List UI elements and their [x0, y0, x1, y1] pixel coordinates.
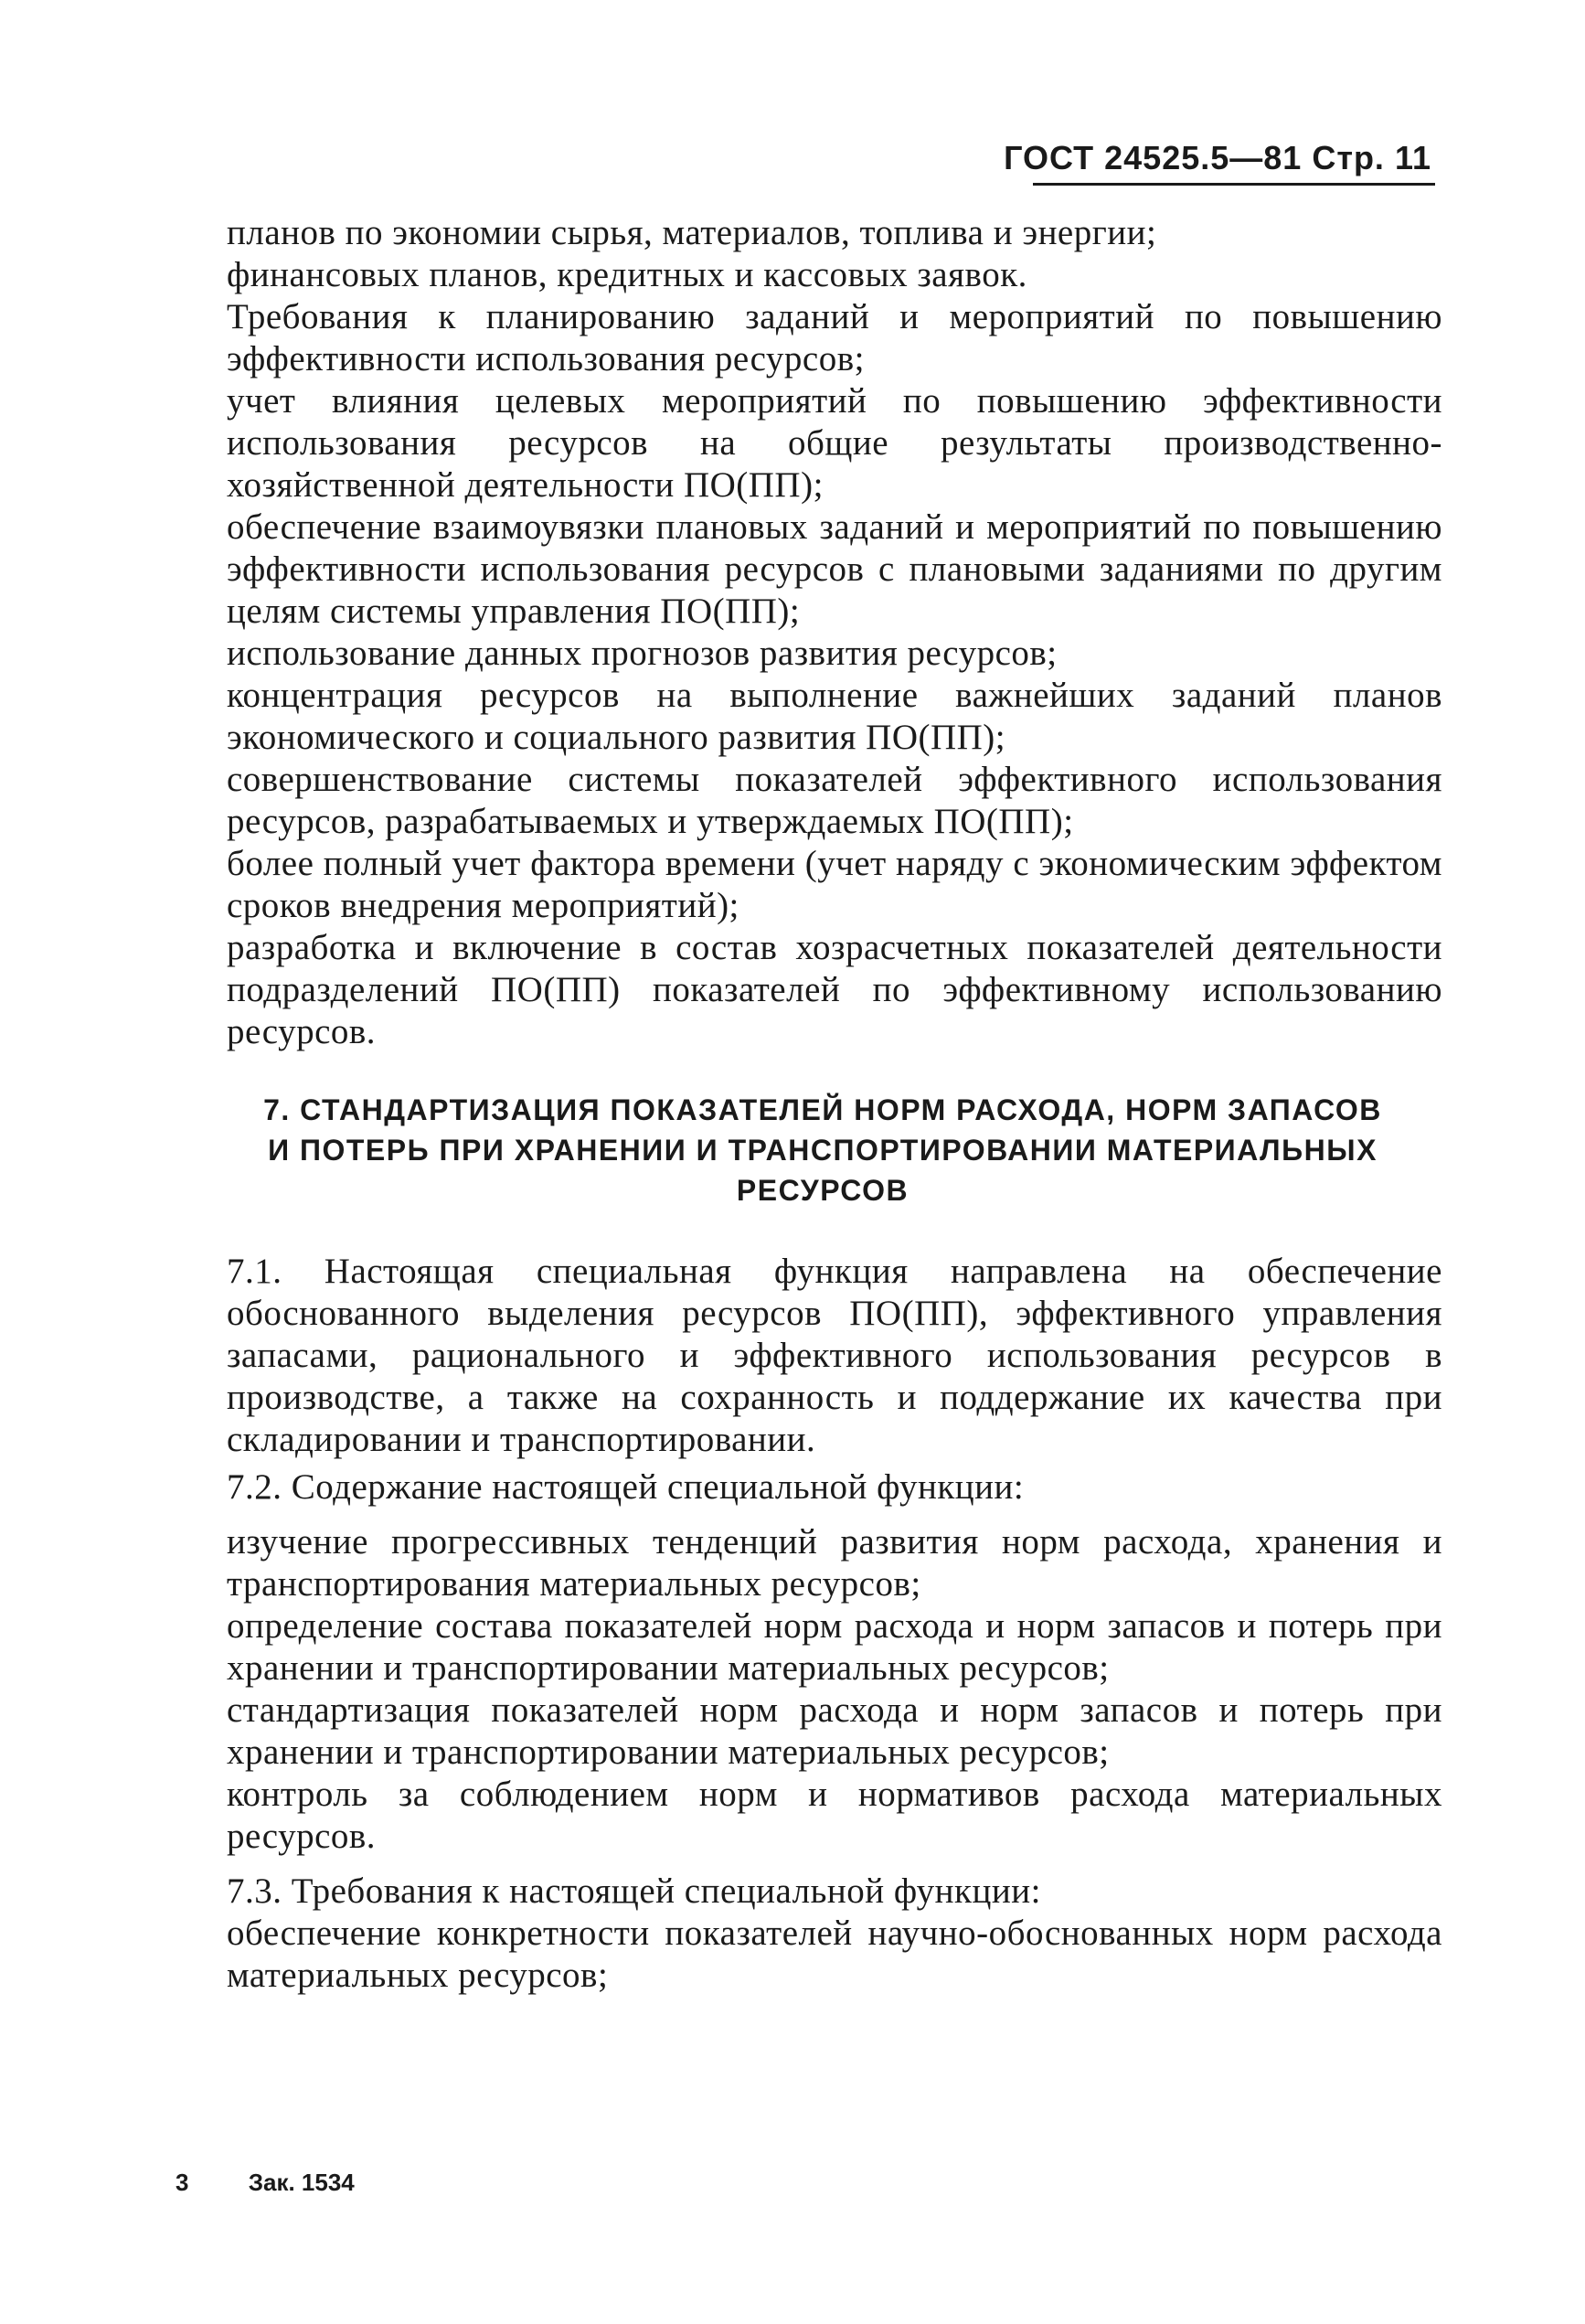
paragraph: планов по экономии сырья, материалов, топлива и энергии; [227, 213, 1157, 252]
section-heading [201, 1090, 1444, 1210]
paragraph: 7.1. Настоящая специальная функция направлена на обеспечение обоснованного выделения ресурсов ПО(ПП), эффективного управления запасами, рационального и эффективного использования ресурсов в производстве, а также на сохранность и поддержание их качества при складировании и транспортировании. [227, 1252, 1442, 1459]
paragraph: финансовых планов, кредитных и кассовых заявок. [227, 255, 1027, 294]
paragraph: стандартизация показателей норм расхода и норм запасов и потерь при хранении и транспортировании материальных ресурсов; [227, 1690, 1442, 1772]
paragraph: контроль за соблюдением норм и нормативов расхода материальных ресурсов. [227, 1775, 1442, 1856]
top-text-block [227, 212, 1442, 1053]
section-text-block [227, 1251, 1442, 1997]
paragraph: 7.2. Содержание настоящей специальной функции: [227, 1467, 1025, 1507]
paragraph: использование данных прогнозов развития ресурсов; [227, 634, 1058, 673]
paragraph: изучение прогрессивных тенденций развития норм расхода, хранения и транспортирования материальных ресурсов; [227, 1522, 1442, 1604]
section-title-line: И ПОТЕРЬ ПРИ ХРАНЕНИИ И ТРАНСПОРТИРОВАНИИ МАТЕРИАЛЬНЫХ [268, 1134, 1378, 1167]
paragraph: обеспечение взаимоувязки плановых заданий и мероприятий по повышению эффективности использования ресурсов с плановыми заданиями по другим целям системы управления ПО(ПП); [227, 507, 1442, 631]
paragraph: более полный учет фактора времени (учет наряду с экономическим эффектом сроков внедрения мероприятий); [227, 844, 1442, 925]
paragraph: совершенствование системы показателей эффективного использования ресурсов, разрабатываемых и утверждаемых ПО(ПП); [227, 760, 1442, 841]
paragraph: 7.3. Требования к настоящей специальной функции: [227, 1871, 1041, 1911]
section-title-line: РЕСУРСОВ [736, 1174, 910, 1207]
page-header: ГОСТ 24525.5—81 Стр. 11 [1004, 139, 1431, 176]
paragraph: Требования к планированию заданий и мероприятий по повышению эффективности использования ресурсов; [227, 297, 1442, 378]
paragraph: обеспечение конкретности показателей научно-обоснованных норм расхода материальных ресурсов; [227, 1914, 1442, 1995]
footer-order: Зак. 1534 [248, 2169, 355, 2196]
paragraph: определение состава показателей норм расхода и норм запасов и потерь при хранении и транспортировании материальных ресурсов; [227, 1606, 1442, 1688]
header-rule [1033, 183, 1435, 186]
section-title-line: 7. СТАНДАРТИЗАЦИЯ ПОКАЗАТЕЛЕЙ НОРМ РАСХОДА, НОРМ ЗАПАСОВ [263, 1093, 1382, 1126]
paragraph: разработка и включение в состав хозрасчетных показателей деятельности подразделений ПО(ПП) показателей по эффективному использованию ресурсов. [227, 928, 1442, 1051]
paragraph: концентрация ресурсов на выполнение важнейших заданий планов экономического и социального развития ПО(ПП); [227, 676, 1442, 757]
footer-number: 3 [176, 2169, 189, 2196]
paragraph: учет влияния целевых мероприятий по повышению эффективности использования ресурсов на общие результаты производственно-хозяйственной деятельности ПО(ПП); [227, 381, 1442, 505]
page-footer [176, 2169, 355, 2197]
